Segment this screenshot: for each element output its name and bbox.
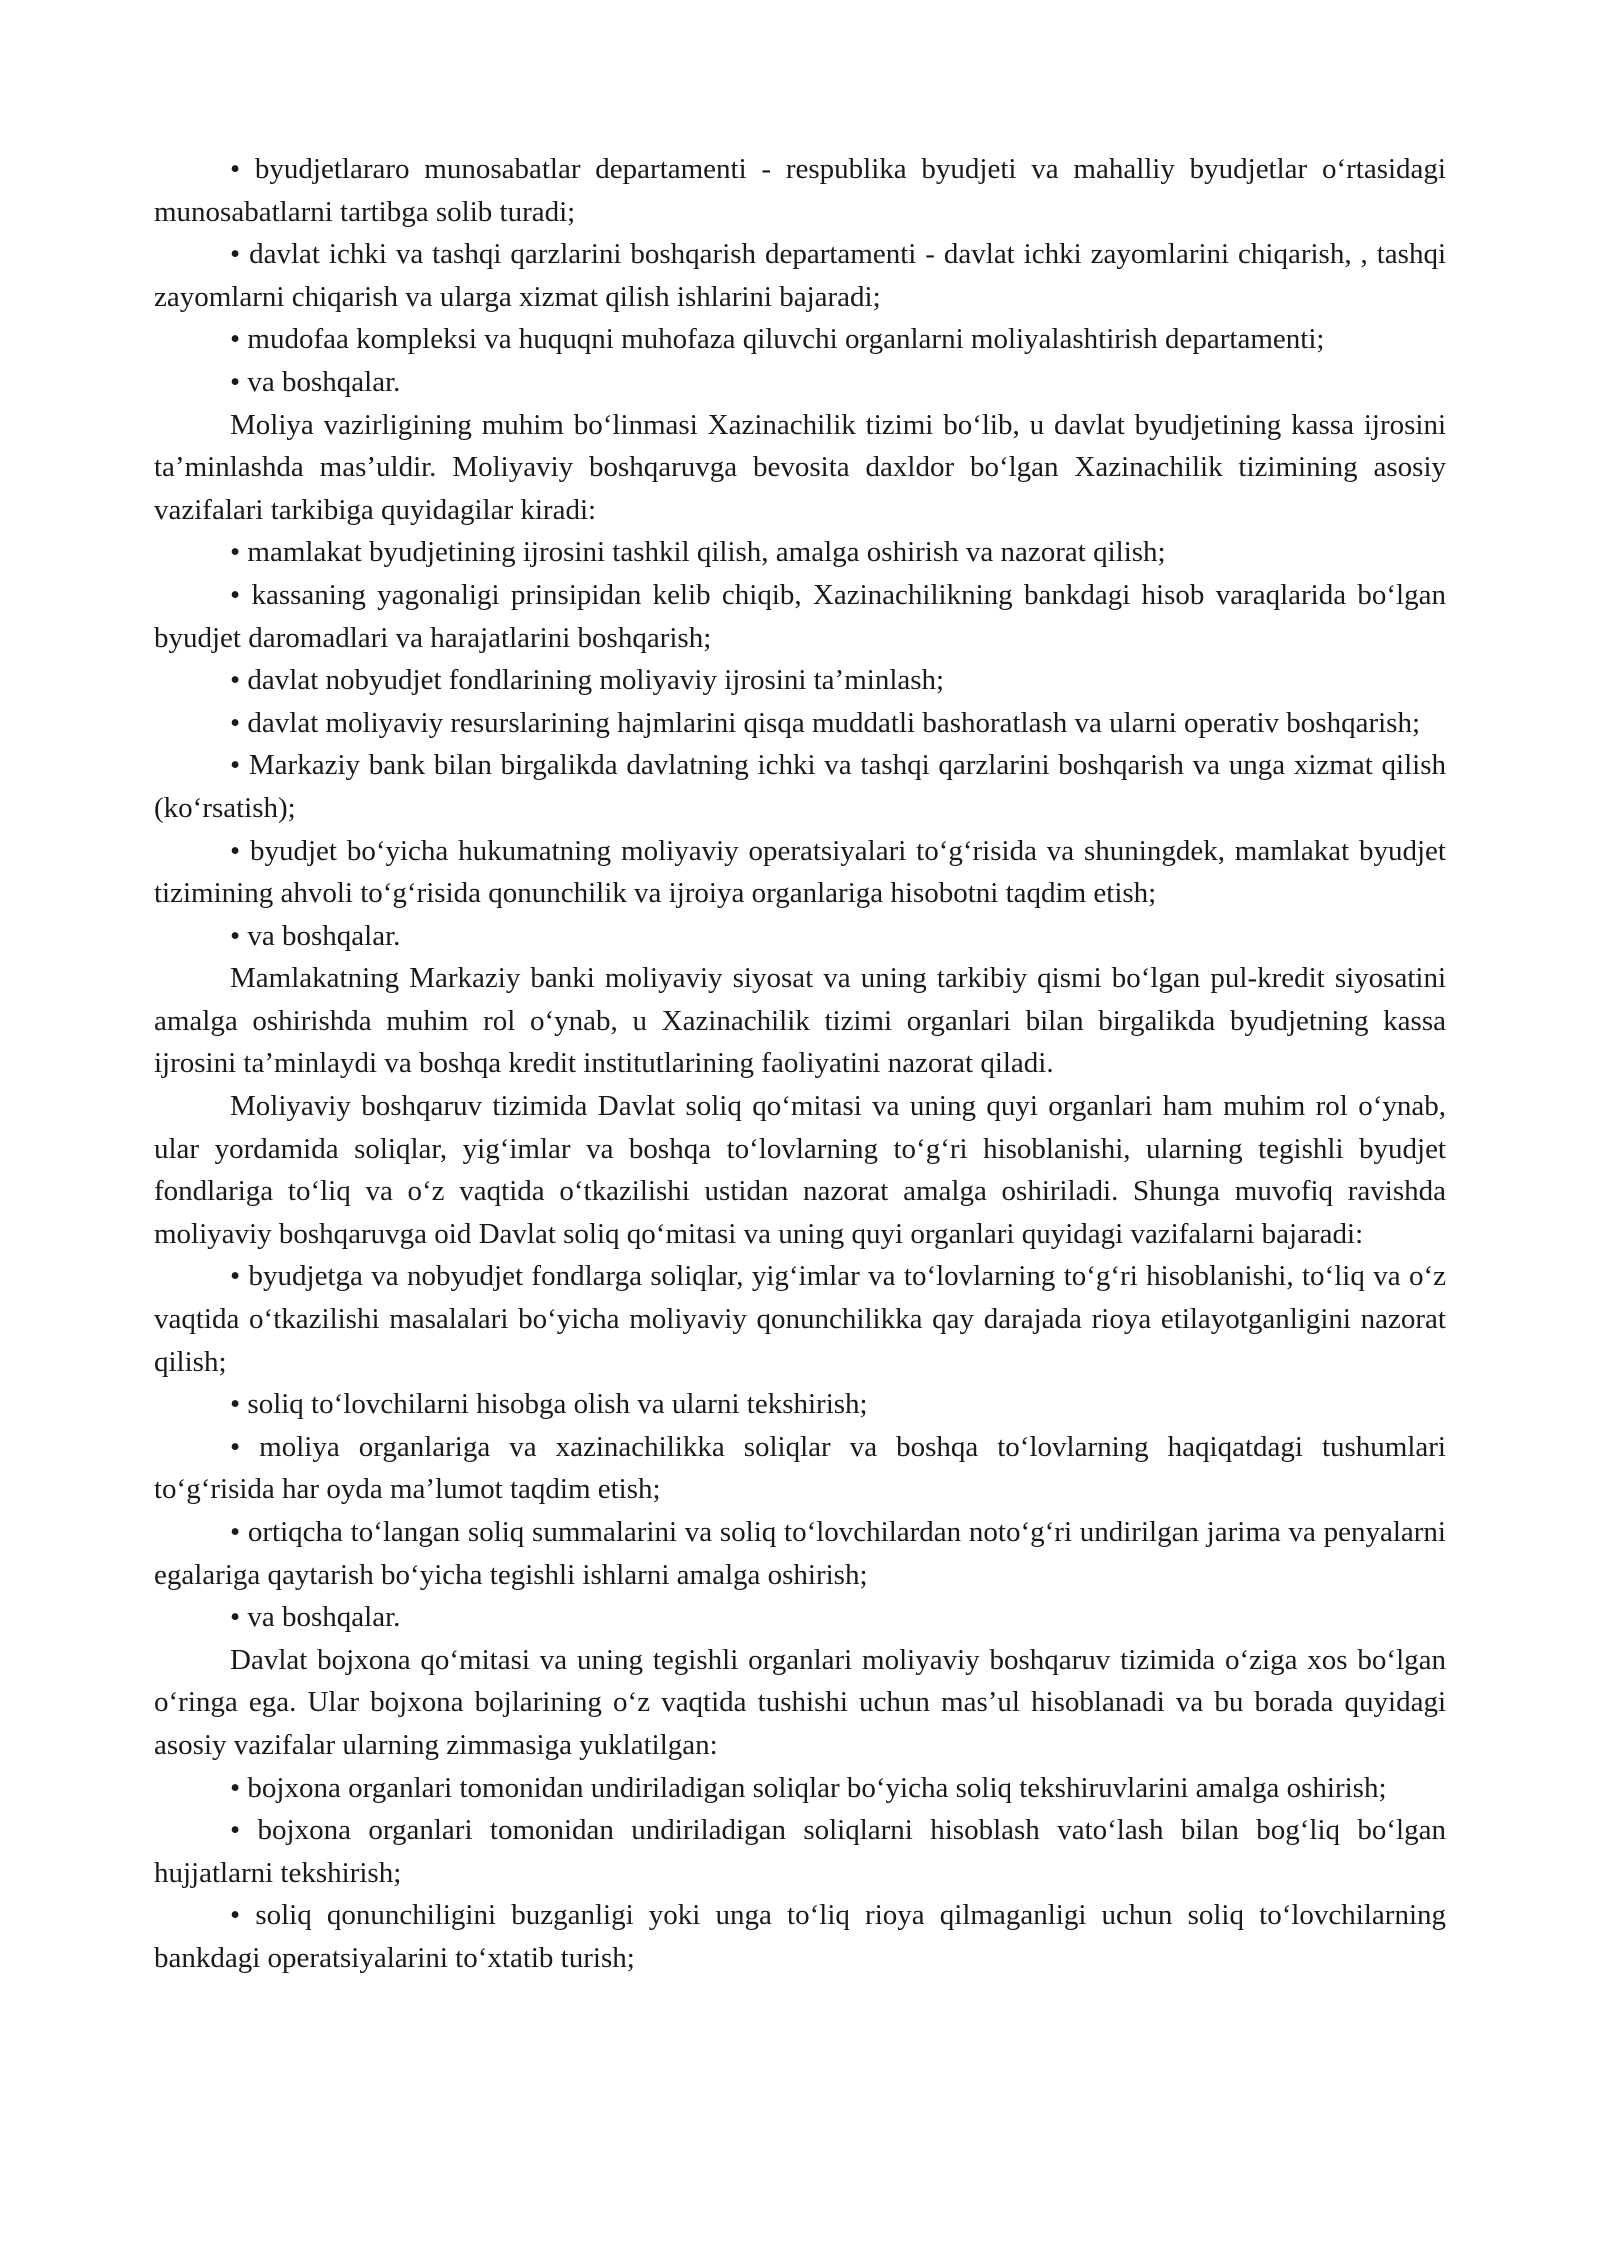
document-page: [154, 148, 1446, 1980]
bullet-defense-financing-department: • mudofaa kompleksi va huquqni muhofaza qiluvchi organlarni moliyalashtirish departamenti;: [230, 323, 1325, 356]
bullet-customs-tax-audits: • bojxona organlari tomonidan undiriladigan soliqlar boʻyicha soliq tekshiruvlarini amalga oshirish;: [230, 1771, 1387, 1804]
bullet-overpayment-refund: • ortiqcha toʻlangan soliq summalarini va soliq toʻlovchilardan notoʻgʻri undirilgan jarima va penyalarni egalariga qaytarish boʻyicha tegishli ishlarni amalga oshirish;: [154, 1516, 1446, 1591]
paragraph-treasury-system: Moliya vazirligining muhim boʻlinmasi Xazinachilik tizimi boʻlib, u davlat byudjetining kassa ijrosini ta’minlashda mas’uldir. Moliyaviy boshqaruvga bevosita daxldor boʻlgan Xazinachilik tizimining asosiy vazifalari tarkibiga quyidagilar kiradi:: [154, 408, 1446, 526]
bullet-extrabudget-funds: • davlat nobyudjet fondlarining moliyaviy ijrosini ta’minlash;: [230, 664, 945, 697]
bullet-suspend-operations: • soliq qonunchiligini buzganligi yoki unga toʻliq rioya qilmaganligi uchun soliq toʻlovchilarning bankdagi operatsiyalarini toʻxtatib turish;: [154, 1899, 1446, 1974]
bullet-and-others-2: • va boshqalar.: [230, 919, 401, 952]
paragraph-tax-committee: Moliyaviy boshqaruv tizimida Davlat soliq qoʻmitasi va uning quyi organlari ham muhim rol oʻynab, ular yordamida soliqlar, yigʻimlar va boshqa toʻlovlarning toʻgʻri hisoblanishi, ularning tegishli byudjet fondlariga toʻliq va oʻz vaqtida oʻtkazilishi ustidan nazorat amalga oshiriladi. Shunga muvofiq ravishda moliyaviy boshqaruvga oid Davlat soliq qoʻmitasi va uning quyi organlari quyidagi vazifalarni bajaradi:: [154, 1090, 1446, 1250]
bullet-debt-management-department: • davlat ichki va tashqi qarzlarini boshqarish departamenti - davlat ichki zayomlarini chiqarish, , tashqi zayomlarni chiqarish va ularga xizmat qilish ishlarini bajaradi;: [154, 238, 1446, 313]
paragraph-customs-committee: Davlat bojxona qoʻmitasi va uning tegishli organlari moliyaviy boshqaruv tizimida oʻziga xos boʻlgan oʻringa ega. Ular bojxona bojlarining oʻz vaqtida tushishi uchun mas’ul hisoblanadi va bu borada quyidagi asosiy vazifalar ularning zimmasiga yuklatilgan:: [154, 1643, 1446, 1761]
bullet-central-bank-debt: • Markaziy bank bilan birgalikda davlatning ichki va tashqi qarzlarini boshqarish va unga xizmat qilish (koʻrsatish);: [154, 749, 1446, 824]
bullet-tax-compliance-control: • byudjetga va nobyudjet fondlarga soliqlar, yigʻimlar va toʻlovlarning toʻgʻri hisoblanishi, toʻliq va oʻz vaqtida oʻtkazilishi masalalari boʻyicha moliyaviy qonunchilikka qay darajada rioya etilayotganligini nazorat qilish;: [154, 1260, 1446, 1378]
bullet-and-others-3: • va boshqalar.: [230, 1601, 401, 1634]
bullet-taxpayer-registration: • soliq toʻlovchilarni hisobga olish va ularni tekshirish;: [230, 1388, 868, 1421]
paragraph-central-bank: Mamlakatning Markaziy banki moliyaviy siyosat va uning tarkibiy qismi boʻlgan pul-kredit siyosatini amalga oshirishda muhim rol oʻynab, u Xazinachilik tizimi organlari bilan birgalikda byudjetning kassa ijrosini ta’minlaydi va boshqa kredit institutlarining faoliyatini nazorat qiladi.: [154, 962, 1446, 1080]
bullet-resource-forecasting: • davlat moliyaviy resurslarining hajmlarini qisqa muddatli bashoratlash va ularni operativ boshqarish;: [230, 706, 1421, 739]
bullet-customs-document-checks: • bojxona organlari tomonidan undiriladigan soliqlarni hisoblash vatoʻlash bilan bogʻliq boʻlgan hujjatlarni tekshirish;: [154, 1814, 1446, 1889]
bullet-and-others-1: • va boshqalar.: [230, 365, 401, 398]
bullet-budget-relations-department: • byudjetlararo munosabatlar departamenti - respublika byudjeti va mahalliy byudjetlar oʻrtasidagi munosabatlarni tartibga solib turadi;: [154, 153, 1446, 228]
bullet-government-reporting: • byudjet boʻyicha hukumatning moliyaviy operatsiyalari toʻgʻrisida va shuningdek, mamlakat byudjet tizimining ahvoli toʻgʻrisida qonunchilik va ijroiya organlariga hisobotni taqdim etish;: [154, 834, 1446, 910]
bullet-budget-execution: • mamlakat byudjetining ijrosini tashkil qilish, amalga oshirish va nazorat qilish;: [230, 536, 1166, 569]
bullet-monthly-information: • moliya organlariga va xazinachilikka soliqlar va boshqa toʻlovlarning haqiqatdagi tushumlari toʻgʻrisida har oyda ma’lumot taqdim etish;: [154, 1430, 1446, 1506]
bullet-cash-unity: • kassaning yagonaligi prinsipidan kelib chiqib, Xazinachilikning bankdagi hisob varaqlarida boʻlgan byudjet daromadlari va harajatlarini boshqarish;: [154, 578, 1446, 654]
